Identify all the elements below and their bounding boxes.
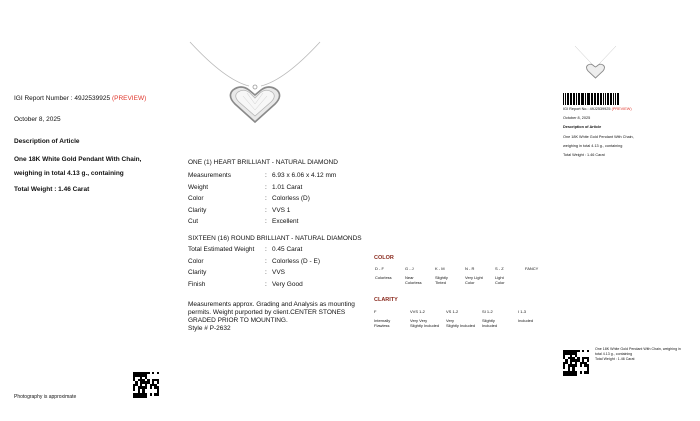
pendant-thumbnail	[573, 45, 618, 80]
barcode-bar	[591, 93, 592, 105]
report-number	[14, 95, 146, 102]
grade-description: Included	[482, 323, 498, 328]
right-description-line-1: One 18K White Gold Pendant With Chain,	[563, 135, 634, 139]
side-stone-colon: :	[265, 257, 267, 265]
barcode-bar	[578, 93, 579, 105]
barcode-bar	[608, 93, 609, 105]
center-stone-label: Cut	[188, 218, 199, 225]
right-total-weight: Total Weight : 1.46 Carat	[563, 153, 605, 157]
grade-description: Tinted	[435, 280, 446, 285]
side-stone-value: Colorless (D - E)	[272, 257, 321, 265]
barcode-bar	[594, 93, 595, 105]
barcode-bar	[600, 93, 601, 105]
barcode-bar	[563, 93, 564, 105]
center-stone-colon: :	[265, 183, 267, 191]
barcode-bar	[603, 93, 604, 105]
photo-note: Photography is approximate	[14, 394, 77, 400]
clarity-scale-heading: CLARITY	[374, 297, 398, 303]
center-stone-colon: :	[265, 206, 267, 214]
grade-description: Very Very	[410, 318, 428, 323]
grade-description: Light	[495, 275, 504, 280]
right-report-number	[563, 107, 632, 111]
bottom-line-1: One 18K White Gold Pendant With Chain, weighing in	[595, 347, 681, 351]
center-stone-value: 1.01 Carat	[272, 183, 303, 191]
barcode-bar	[592, 93, 593, 105]
bottom-summary	[595, 347, 695, 362]
barcode-bar	[613, 93, 614, 105]
barcode-bar	[579, 93, 580, 105]
center-stone-label: Clarity	[188, 206, 207, 214]
center-stone-colon: :	[265, 172, 267, 179]
pendant-photo	[185, 40, 325, 130]
barcode-bar	[601, 93, 602, 105]
comments	[188, 301, 355, 333]
qr-module	[587, 374, 589, 376]
center-stone-colon: :	[265, 218, 267, 225]
grade-description: Colorless	[405, 280, 422, 285]
grade-label: N - R	[465, 266, 475, 271]
center-stone-title: ONE (1) HEART BRILLIANT - NATURAL DIAMOND	[188, 159, 338, 166]
grade-label: I 1-3	[518, 309, 527, 314]
color-scale-grade	[465, 266, 495, 285]
clarity-scale-grade	[410, 309, 440, 328]
side-stone-value: VVS	[272, 269, 286, 276]
right-report-label: IGI Report No.: 49J2539925	[563, 107, 611, 111]
color-scale-grade	[525, 266, 555, 275]
grade-label: FANCY	[525, 266, 539, 271]
color-scale-grade	[435, 266, 465, 285]
comment-line-2: permits. Weight purported by client.CENTER STONES	[188, 309, 346, 316]
clarity-scale-grade	[374, 309, 404, 328]
clarity-scale-grade	[482, 309, 512, 328]
qr-module	[157, 396, 159, 398]
grade-description: Very Light	[465, 275, 483, 280]
barcode-bar	[567, 93, 568, 105]
grade-description: Slightly Included	[410, 323, 440, 328]
right-date: October 8, 2025	[563, 116, 591, 120]
qr-code	[133, 372, 159, 398]
qr-code-small	[563, 350, 589, 376]
total-weight: Total Weight : 1.46 Carat	[14, 186, 90, 193]
color-scale-grade	[495, 266, 525, 285]
side-stones-title: SIXTEEN (16) ROUND BRILLIANT - NATURAL DIAMONDS	[188, 235, 362, 242]
center-stone-value: Excellent	[272, 218, 299, 225]
barcode-bar	[617, 93, 618, 105]
grade-description: Internally	[374, 318, 391, 323]
side-stone-label: Finish	[188, 280, 206, 288]
preview-tag: (PREVIEW)	[111, 95, 147, 102]
barcode-bar	[595, 93, 596, 105]
grade-description: Color	[465, 280, 475, 285]
side-stone-label: Total Estimated Weight	[188, 246, 255, 253]
grade-label: D - F	[375, 266, 384, 271]
grade-label: F	[374, 309, 377, 314]
side-stone-colon: :	[265, 280, 267, 288]
color-scale-heading: COLOR	[374, 255, 394, 261]
grade-description: Color	[495, 280, 505, 285]
barcode-bar	[618, 93, 619, 105]
grade-description: Flawless	[374, 323, 390, 328]
description-line-2: weighing in total 4.13 g., containing	[14, 170, 124, 177]
bottom-line-3: Total Weight : 1.46 Carat	[595, 357, 635, 361]
side-stone-label: Color	[188, 257, 204, 265]
barcode-bar	[615, 93, 616, 105]
grade-description: Included	[518, 318, 534, 323]
barcode-bar	[607, 93, 608, 105]
barcode-bar	[585, 93, 586, 105]
barcode	[563, 93, 629, 105]
right-preview-tag: (PREVIEW)	[611, 107, 632, 111]
description-line-1: One 18K White Gold Pendant With Chain,	[14, 156, 142, 163]
grade-label: K - M	[435, 266, 445, 271]
barcode-bar	[568, 93, 569, 105]
side-stone-value: 0.45 Carat	[272, 246, 303, 253]
barcode-bar	[576, 93, 577, 105]
report-date: October 8, 2025	[14, 116, 61, 123]
center-stone-label: Color	[188, 195, 204, 202]
comment-line-3: GRADED PRIOR TO MOUNTING.	[188, 317, 288, 324]
grade-description: Colorless	[375, 275, 392, 280]
barcode-bar	[581, 93, 582, 105]
grade-label: S - Z	[495, 266, 504, 271]
right-description-heading: Description of Article	[563, 125, 602, 129]
grade-description: Slightly Included	[446, 323, 476, 328]
bottom-line-2: total 4.13 g., containing	[595, 352, 633, 356]
barcode-bar	[565, 93, 566, 105]
barcode-bar	[611, 93, 612, 105]
center-stone-label: Weight	[188, 183, 209, 191]
grade-description: Near	[405, 275, 414, 280]
center-stone-label: Measurements	[188, 172, 231, 179]
grade-label: G - J	[405, 266, 414, 271]
grade-label: SI 1-2	[482, 309, 493, 314]
barcode-bar	[605, 93, 606, 105]
grade-description: Slightly	[482, 318, 495, 323]
comment-line-1: Measurements approx. Grading and Analysis as mounting	[188, 301, 355, 308]
barcode-bar	[574, 93, 575, 105]
color-scale-grade	[375, 266, 405, 280]
side-stone-colon: :	[265, 269, 267, 276]
barcode-bar	[573, 93, 574, 105]
comment-line-4: Style # P-2632	[188, 325, 231, 332]
side-stone-colon: :	[265, 246, 267, 253]
grade-description: Slightly	[435, 275, 448, 280]
grade-description: Very	[446, 318, 455, 323]
center-stone-value: 6.93 x 6.06 x 4.12 mm	[272, 172, 337, 179]
side-stone-label: Clarity	[188, 269, 207, 276]
right-description-line-2: weighing in total 4.13 g., containing	[563, 144, 623, 148]
barcode-bar	[570, 93, 572, 105]
clarity-scale-grade	[518, 309, 548, 323]
barcode-bar	[597, 93, 599, 105]
color-scale-grade	[405, 266, 435, 285]
grade-label: VVS 1-2	[410, 309, 425, 314]
report-number-label: IGI Report Number : 49J2539925	[14, 95, 111, 102]
barcode-bar	[582, 93, 584, 105]
side-stone-value: Very Good	[272, 280, 303, 288]
barcode-bar	[610, 93, 611, 105]
description-heading: Description of Article	[14, 138, 80, 145]
center-stone-value: Colorless (D)	[272, 195, 310, 202]
barcode-bar	[587, 93, 588, 105]
grade-label: VS 1-2	[446, 309, 459, 314]
center-stone-colon: :	[265, 195, 267, 202]
barcode-bar	[588, 93, 589, 105]
clarity-scale-grade	[446, 309, 476, 328]
center-stone-value: VVS 1	[272, 206, 291, 214]
